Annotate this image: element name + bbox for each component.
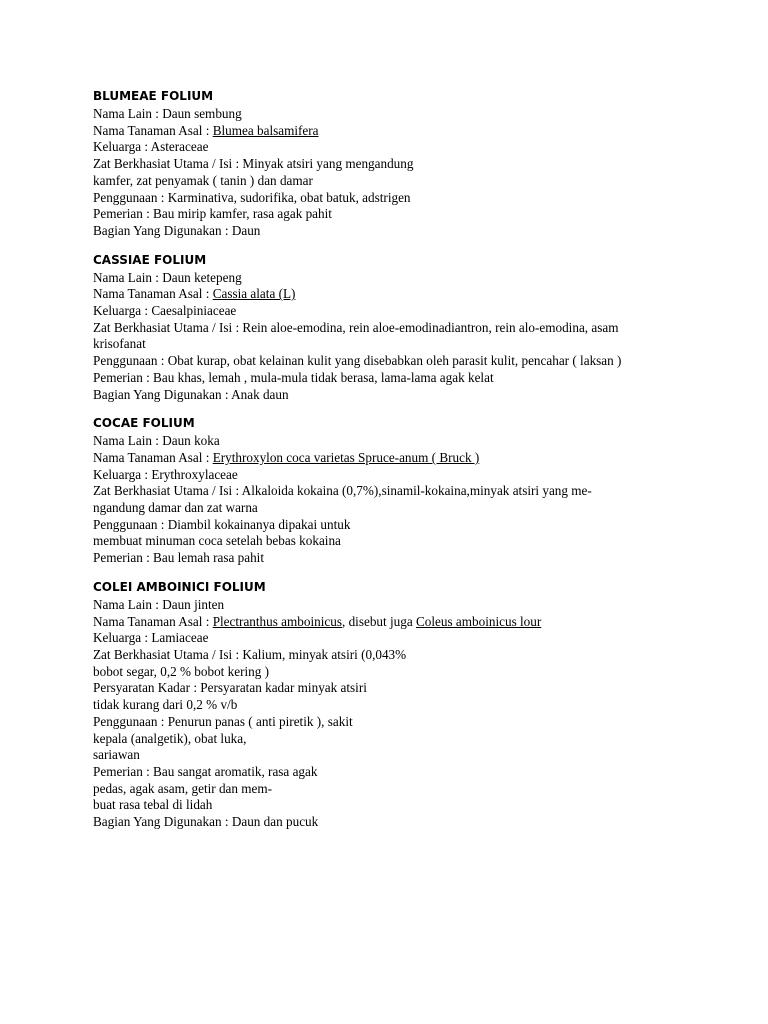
- text-line: kamfer, zat penyamak ( tanin ) dan damar: [93, 172, 313, 188]
- text-line: kepala (analgetik), obat luka,: [93, 730, 247, 746]
- section-blumeae-folium: [93, 86, 733, 240]
- text-line: Bagian Yang Digunakan : Daun: [93, 222, 261, 238]
- section-colei-amboinici-folium: [93, 577, 733, 831]
- plant-name-link[interactable]: Blumea balsamifera: [212, 122, 319, 138]
- text-line: Zat Berkhasiat Utama / Isi : Rein aloe-emodina, rein aloe-emodinadiantron, rein alo-emodina, asam: [93, 319, 619, 335]
- text-line: Penggunaan : Karminativa, sudorifika, obat batuk, adstrigen: [93, 189, 411, 205]
- text-line: membuat minuman coca setelah bebas kokaina: [93, 533, 341, 549]
- text-line: Bagian Yang Digunakan : Anak daun: [93, 386, 289, 402]
- section-heading: BLUMEAE FOLIUM: [93, 89, 214, 103]
- line-prefix: Nama Tanaman Asal :: [93, 286, 213, 302]
- text-line: ngandung damar dan zat warna: [93, 500, 258, 516]
- text-line: buat rasa tebal di lidah: [93, 797, 213, 813]
- text-line: Zat Berkhasiat Utama / Isi : Alkaloida kokaina (0,7%),sinamil-kokaina,minyak atsiri yang me-: [93, 483, 592, 499]
- text-line: Keluarga : Caesalpiniaceae: [93, 303, 237, 319]
- text-line: Nama Lain : Daun jinten: [93, 596, 225, 612]
- section-cassiae-folium: [93, 250, 733, 404]
- text-line: Pemerian : Bau sangat aromatik, rasa agak: [93, 763, 318, 779]
- plant-name-link[interactable]: Erythroxylon coca varietas Spruce-anum ( Bruck ): [212, 449, 480, 465]
- document-page: [93, 86, 733, 841]
- section-cocae-folium: [93, 413, 733, 567]
- line-prefix: Nama Tanaman Asal :: [93, 613, 213, 629]
- plant-name-link[interactable]: Cassia alata (L): [212, 286, 296, 302]
- text-line: Nama Lain : Daun ketepeng: [93, 269, 242, 285]
- text-line: Penggunaan : Obat kurap, obat kelainan kulit yang disebabkan oleh parasit kulit, pencahar ( laksan ): [93, 353, 622, 369]
- text-line: Zat Berkhasiat Utama / Isi : Kalium, minyak atsiri (0,043%: [93, 646, 407, 662]
- section-heading: COLEI AMBOINICI FOLIUM: [93, 579, 266, 594]
- text-line: krisofanat: [93, 336, 146, 352]
- text-line: pedas, agak asam, getir dan mem-: [93, 780, 273, 796]
- line-prefix: Nama Tanaman Asal :: [93, 122, 213, 138]
- synonym-name-link[interactable]: Coleus amboinicus lour: [415, 613, 542, 629]
- plant-name-link[interactable]: Plectranthus amboinicus: [212, 613, 342, 629]
- line-middle: , disebut juga: [341, 613, 416, 629]
- line-prefix: Nama Tanaman Asal :: [93, 449, 213, 465]
- text-line: Nama Lain : Daun koka: [93, 433, 220, 449]
- section-heading: COCAE FOLIUM: [93, 416, 195, 431]
- text-line: sariawan: [93, 747, 140, 763]
- text-line: Zat Berkhasiat Utama / Isi : Minyak atsiri yang mengandung: [93, 156, 414, 172]
- text-line: [93, 286, 733, 303]
- text-line: Persyaratan Kadar : Persyaratan kadar minyak atsiri: [93, 680, 367, 696]
- text-line: tidak kurang dari 0,2 % v/b: [93, 697, 238, 713]
- text-line: Keluarga : Erythroxylaceae: [93, 466, 238, 482]
- text-line: Nama Lain : Daun sembung: [93, 106, 242, 121]
- text-line: Penggunaan : Penurun panas ( anti piretik ), sakit: [93, 713, 353, 729]
- text-line: Pemerian : Bau mirip kamfer, rasa agak pahit: [93, 206, 332, 222]
- text-line: Pemerian : Bau lemah rasa pahit: [93, 550, 265, 566]
- text-line: [93, 123, 733, 140]
- text-line: Bagian Yang Digunakan : Daun dan pucuk: [93, 814, 319, 830]
- section-heading: CASSIAE FOLIUM: [93, 252, 207, 267]
- text-line: Keluarga : Asteraceae: [93, 139, 209, 155]
- text-line: [93, 450, 733, 467]
- text-line: Penggunaan : Diambil kokainanya dipakai untuk: [93, 516, 351, 532]
- text-line: Keluarga : Lamiaceae: [93, 630, 209, 646]
- text-line: Pemerian : Bau khas, lemah , mula-mula tidak berasa, lama-lama agak kelat: [93, 369, 494, 385]
- text-line: [93, 614, 733, 631]
- text-line: bobot segar, 0,2 % bobot kering ): [93, 663, 270, 679]
